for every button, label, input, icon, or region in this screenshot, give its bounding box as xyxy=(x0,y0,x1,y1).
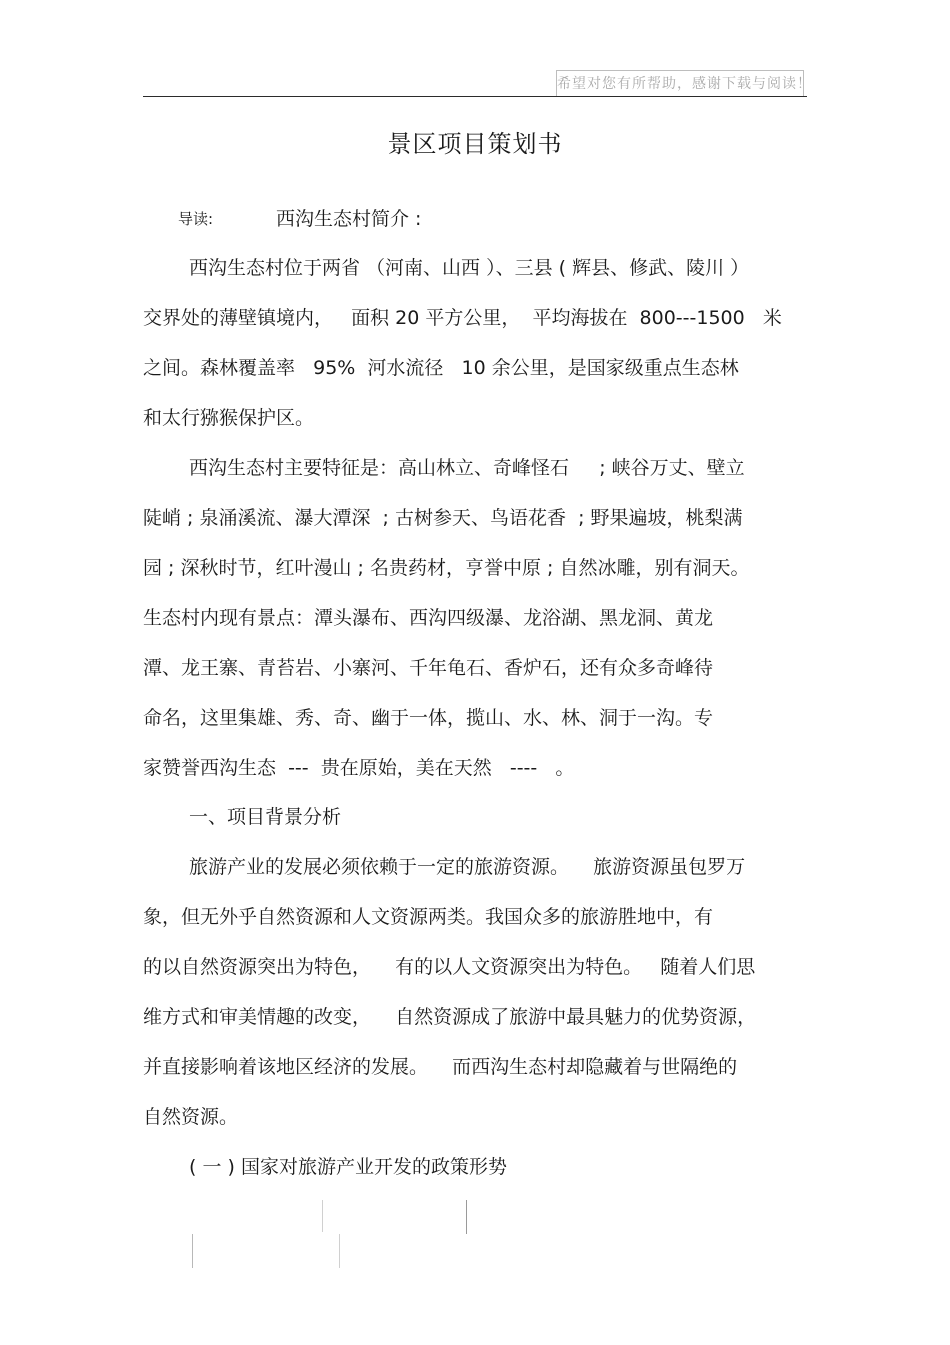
paragraph-line: 之间。森林覆盖率 95% 河水流径 10 余公里，是国家级重点生态林 xyxy=(143,357,739,379)
paragraph-line: 交界处的薄壁镇境内， 面积 20 平方公里， 平均海拔在 800---1500 米 xyxy=(143,307,782,329)
intro-label: 导读: xyxy=(178,210,214,228)
paragraph-line: 旅游产业的发展必须依赖于一定的旅游资源。 旅游资源虽包罗万 xyxy=(189,856,746,878)
paragraph-line: 生态村内现有景点：潭头瀑布、西沟四级瀑、龙浴湖、黑龙洞、黄龙 xyxy=(143,607,714,629)
paragraph-line: 园 ; 深秋时节，红叶漫山 ; 名贵药材，亨誉中原 ; 自然冰雕，别有洞天。 xyxy=(143,557,750,579)
intro-title: 西沟生态村简介 : xyxy=(276,208,422,230)
table-border-fragment xyxy=(192,1234,193,1268)
header-banner: 希望对您有所帮助，感谢下载与阅读！ xyxy=(556,70,804,96)
document-title: 景区项目策划书 xyxy=(387,130,563,158)
paragraph-line: 西沟生态村位于两省 （河南、山西 ）、三县 ( 辉县、修武、陵川 ） xyxy=(189,257,750,279)
paragraph-line: 维方式和审美情趣的改变， 自然资源成了旅游中最具魅力的优势资源， xyxy=(143,1006,757,1028)
paragraph-line: 陡峭 ; 泉涌溪流、瀑大潭深 ; 古树参天、鸟语花香 ; 野果遍坡，桃梨满 xyxy=(143,507,743,529)
paragraph-line: 并直接影响着该地区经济的发展。 而西沟生态村却隐藏着与世隔绝的 xyxy=(143,1056,738,1078)
table-border-fragment xyxy=(466,1200,467,1234)
header-rule xyxy=(143,96,807,97)
paragraph-line: 象，但无外乎自然资源和人文资源两类。我国众多的旅游胜地中，有 xyxy=(143,906,714,928)
paragraph-line: 西沟生态村主要特征是：高山林立、奇峰怪石 ; 峡谷万丈、壁立 xyxy=(189,457,745,479)
paragraph-line: 潭、龙王寨、青苔岩、小寨河、千年龟石、香炉石，还有众多奇峰待 xyxy=(143,657,714,679)
paragraph-line: 家赞誉西沟生态 --- 贵在原始，美在天然 ---- 。 xyxy=(143,757,575,779)
paragraph-line: 自然资源。 xyxy=(143,1106,239,1128)
paragraph-line: 的以自然资源突出为特色， 有的以人文资源突出为特色。 随着人们思 xyxy=(143,956,756,978)
subsection-heading: ( 一 ) 国家对旅游产业开发的政策形势 xyxy=(189,1156,507,1178)
paragraph-line: 和太行猕猴保护区。 xyxy=(143,407,315,429)
table-border-fragment xyxy=(322,1200,323,1232)
paragraph-line: 命名，这里集雄、秀、奇、幽于一体，揽山、水、林、洞于一沟。专 xyxy=(143,707,714,729)
table-border-fragment xyxy=(339,1234,340,1268)
section-heading: 一、项目背景分析 xyxy=(189,806,342,828)
